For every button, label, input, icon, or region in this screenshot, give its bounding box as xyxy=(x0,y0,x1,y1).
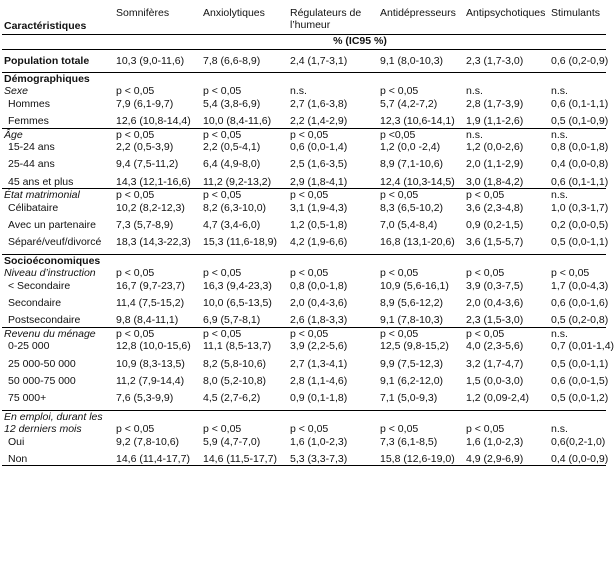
group-label: En emploi, durant les 12 derniers mois xyxy=(2,410,114,435)
p-value: n.s. xyxy=(549,327,606,340)
table-row xyxy=(2,297,606,309)
cell: 1,9 (1,1-2,6) xyxy=(466,115,524,128)
column-header-antipsychotiques: Antipsychotiques xyxy=(464,2,549,34)
group-row-age xyxy=(2,128,606,141)
header-row xyxy=(2,2,606,34)
table-row xyxy=(2,158,606,170)
cell: 6,4 (4,9-8,0) xyxy=(203,158,261,171)
cell: 0,5 (0,0-1,2) xyxy=(551,392,609,405)
cell: 1,2 (0,0-2,6) xyxy=(466,140,524,153)
cell: 9,8 (8,4-11,1) xyxy=(116,314,179,327)
cell: 10,3 (9,0-11,6) xyxy=(116,54,185,67)
cell: 7,9 (6,1-9,7) xyxy=(116,97,174,110)
cell: 10,2 (8,2-12,3) xyxy=(116,201,185,214)
cell: 16,7 (9,7-23,7) xyxy=(116,279,185,292)
cell: 3,0 (1,8-4,2) xyxy=(466,175,524,188)
cell: 4,9 (2,9-6,9) xyxy=(464,453,549,466)
p-value: p < 0,05 xyxy=(464,189,549,202)
row-label: < Secondaire xyxy=(8,279,71,292)
table-row xyxy=(2,219,606,231)
cell: 2,8 (1,7-3,9) xyxy=(466,97,524,110)
table-row xyxy=(2,280,606,292)
cell: 7,3 (5,7-8,9) xyxy=(116,218,174,231)
cell: 4,2 (1,9-6,6) xyxy=(290,236,348,249)
cell: 0,6(0,2-1,0) xyxy=(551,435,606,448)
table-row xyxy=(2,436,606,448)
group-label: Âge xyxy=(2,128,114,141)
table-row xyxy=(2,314,606,327)
table-row xyxy=(2,453,606,466)
cell: 1,2 (0,0 -2,4) xyxy=(380,140,441,153)
cell: 0,9 (0,1-1,8) xyxy=(290,392,348,405)
p-value: p < 0,05 xyxy=(114,189,201,202)
cell: 11,2 (9,2-13,2) xyxy=(203,175,272,188)
cell: 7,6 (5,3-9,9) xyxy=(116,392,174,405)
row-label: Secondaire xyxy=(8,297,62,309)
cell: 1,6 (1,0-2,3) xyxy=(466,435,524,448)
cell: 0,7 (0,01-1,4) xyxy=(551,340,614,353)
cell: 0,9 (0,2-1,5) xyxy=(466,218,524,231)
cell: 5,7 (4,2-7,2) xyxy=(380,97,438,110)
cell: 7,1 (5,0-9,3) xyxy=(380,392,438,405)
p-value: p < 0,05 xyxy=(203,85,242,98)
group-label: Revenu du ménage xyxy=(2,327,114,340)
unit-spacer xyxy=(2,34,114,49)
cell: 8,2 (6,3-10,0) xyxy=(203,201,267,214)
cell: 7,0 (5,4-8,4) xyxy=(380,218,438,231)
row-label: Séparé/veuf/divorcé xyxy=(8,236,102,249)
cell: 12,3 (10,6-14,1) xyxy=(380,115,455,128)
cell: 2,2 (0,5-3,9) xyxy=(116,140,174,153)
cell: 3,2 (1,7-4,7) xyxy=(466,357,524,370)
p-value: p < 0,05 xyxy=(551,267,590,280)
row-label: 0-25 000 xyxy=(8,340,50,353)
p-value: p < 0,05 xyxy=(464,327,549,340)
cell: 11,2 (7,9-14,4) xyxy=(116,375,185,388)
cell: 2,8 (1,1-4,6) xyxy=(290,375,348,388)
p-value: n.s. xyxy=(551,85,568,98)
cell: 9,4 (7,5-11,2) xyxy=(116,158,179,171)
unit-label: % (IC95 %) xyxy=(114,34,606,49)
cell: 0,6 (0,0-1,4) xyxy=(290,140,348,153)
cell: 2,3 (1,5-3,0) xyxy=(466,314,524,327)
cell: 9,1 (7,8-10,3) xyxy=(380,314,444,327)
cell: 3,6 (2,3-4,8) xyxy=(466,201,524,214)
cell: 12,5 (9,8-15,2) xyxy=(380,340,449,353)
cell: 5,3 (3,3-7,3) xyxy=(288,453,378,466)
p-value: n.s. xyxy=(464,128,549,141)
row-label: 50 000-75 000 xyxy=(8,375,76,388)
p-value: p < 0,05 xyxy=(114,410,201,435)
p-value: p < 0,05 xyxy=(378,189,464,202)
row-label: 25-44 ans xyxy=(8,158,55,171)
cell: 0,6 (0,0-1,6) xyxy=(551,297,609,309)
cell: 0,5 (0,0-1,1) xyxy=(551,236,609,249)
row-label: Hommes xyxy=(8,97,51,110)
column-header-regulateurs: Régulateurs de l’humeur xyxy=(288,2,378,34)
column-header-stimulants: Stimulants xyxy=(549,2,606,34)
table-row xyxy=(2,176,606,189)
cell: 0,8 (0,0-1,8) xyxy=(290,279,348,292)
p-value: p < 0,05 xyxy=(114,327,201,340)
p-value: p < 0,05 xyxy=(290,267,329,280)
row-label: 15-24 ans xyxy=(8,140,55,153)
table-row xyxy=(2,375,606,387)
cell: 9,1 (8,0-10,3) xyxy=(380,54,444,67)
cell: 14,3 (12,1-16,6) xyxy=(116,175,191,188)
row-label: Femmes xyxy=(8,115,49,128)
cell: 2,3 (1,7-3,0) xyxy=(466,54,524,67)
p-value: p < 0,05 xyxy=(201,189,288,202)
cell: 2,7 (1,3-4,1) xyxy=(290,357,348,370)
cell: 0,6 (0,1-1,1) xyxy=(551,175,609,188)
cell: 10,9 (5,6-16,1) xyxy=(380,279,449,292)
column-header-anxiolytiques: Anxiolytiques xyxy=(201,2,288,34)
p-value: n.s. xyxy=(549,410,606,435)
group-row-niveau xyxy=(2,267,606,279)
p-value: p < 0,05 xyxy=(116,267,155,280)
cell: 1,2 (0,09-2,4) xyxy=(466,392,530,405)
cell: 2,6 (1,8-3,3) xyxy=(290,314,348,327)
p-value: p < 0,05 xyxy=(288,128,378,141)
row-label: 75 000+ xyxy=(8,392,47,405)
cell: 11,4 (7,5-15,2) xyxy=(116,297,185,309)
group-label: Sexe xyxy=(4,85,28,98)
cell: 1,7 (0,0-4,3) xyxy=(551,279,609,292)
cell: 5,4 (3,8-6,9) xyxy=(203,97,261,110)
row-label: Avec un partenaire xyxy=(8,218,96,231)
cell: 14,6 (11,5-17,7) xyxy=(201,453,288,466)
p-value: p < 0,05 xyxy=(380,267,419,280)
p-value: p < 0,05 xyxy=(466,267,505,280)
cell: 0,5 (0,0-1,1) xyxy=(551,357,609,370)
p-value: p < 0,05 xyxy=(378,327,464,340)
p-value: p <0,05 xyxy=(378,128,464,141)
cell: 8,3 (6,5-10,2) xyxy=(380,201,444,214)
cell: 4,0 (2,3-5,6) xyxy=(466,340,524,353)
cell: 6,9 (5,7-8,1) xyxy=(203,314,261,327)
p-value: p < 0,05 xyxy=(201,128,288,141)
group-row-etat xyxy=(2,189,606,202)
cell: 0,6 (0,0-1,5) xyxy=(551,375,609,388)
p-value: p < 0,05 xyxy=(288,410,378,435)
p-value: n.s. xyxy=(549,128,606,141)
cell: 3,9 (0,3-7,5) xyxy=(466,279,524,292)
section-heading-socioeconomiques: Socioéconomiques xyxy=(2,254,606,267)
group-label: État matrimonial xyxy=(2,189,114,202)
cell: 0,6 (0,2-0,9) xyxy=(551,54,609,67)
cell: 2,0 (0,4-3,6) xyxy=(466,297,524,309)
cell: 4,7 (3,4-6,0) xyxy=(203,218,261,231)
p-value: n.s. xyxy=(549,189,606,202)
cell: 2,7 (1,6-3,8) xyxy=(290,97,348,110)
p-value: p < 0,05 xyxy=(464,410,549,435)
cell: 3,1 (1,9-4,3) xyxy=(290,201,348,214)
total-row xyxy=(2,55,606,67)
cell: 0,6 (0,1-1,1) xyxy=(551,97,609,110)
section-heading-row xyxy=(2,72,606,85)
row-label: Célibataire xyxy=(8,201,59,214)
cell: 3,6 (1,5-5,7) xyxy=(466,236,524,249)
cell: 11,1 (8,5-13,7) xyxy=(203,340,272,353)
p-value: p < 0,05 xyxy=(288,189,378,202)
table-body xyxy=(2,34,614,466)
p-value: p < 0,05 xyxy=(201,410,288,435)
cell: 0,2 (0,0-0,5) xyxy=(551,218,609,231)
unit-row xyxy=(2,34,606,49)
column-header-characteristics: Caractéristiques xyxy=(2,2,114,34)
cell: 10,9 (8,3-13,5) xyxy=(116,357,185,370)
cell: 9,2 (7,8-10,6) xyxy=(116,435,180,448)
table-row xyxy=(2,236,606,248)
row-label: Non xyxy=(2,453,114,466)
cell: 12,8 (10,0-15,6) xyxy=(116,340,191,353)
cell: 5,9 (4,7-7,0) xyxy=(203,435,261,448)
cell: 16,8 (13,1-20,6) xyxy=(380,236,455,249)
table-row xyxy=(2,202,606,214)
group-row-sexe xyxy=(2,85,606,97)
cell: 7,3 (6,1-8,5) xyxy=(380,435,438,448)
table-row xyxy=(2,98,606,110)
p-value: p < 0,05 xyxy=(201,327,288,340)
cell: 1,2 (0,5-1,8) xyxy=(290,218,348,231)
cell: 2,2 (1,4-2,9) xyxy=(290,115,348,128)
table-row xyxy=(2,392,606,404)
cell: 9,9 (7,5-12,3) xyxy=(380,357,444,370)
p-value: p < 0,05 xyxy=(203,267,242,280)
cell: 4,5 (2,7-6,2) xyxy=(203,392,261,405)
row-label: Oui xyxy=(8,435,25,448)
row-label: Postsecondaire xyxy=(8,314,81,327)
cell: 0,4 (0,0-0,8) xyxy=(551,158,609,171)
cell: 2,9 (1,8-4,1) xyxy=(290,175,348,188)
cell: 2,0 (1,1-2,9) xyxy=(466,158,524,171)
cell: 16,3 (9,4-23,3) xyxy=(203,279,272,292)
cell: 0,4 (0,0-0,9) xyxy=(551,453,609,466)
cell: 8,2 (5,8-10,6) xyxy=(203,357,267,370)
group-label: Niveau d’instruction xyxy=(4,267,96,280)
table-row xyxy=(2,115,606,128)
cell: 2,2 (0,5-4,1) xyxy=(203,140,261,153)
cell: 1,6 (1,0-2,3) xyxy=(290,435,348,448)
cell: 1,0 (0,3-1,7) xyxy=(551,201,609,214)
table-page xyxy=(0,2,614,584)
p-value: n.s. xyxy=(290,85,307,98)
table-row xyxy=(2,358,606,370)
cell: 12,6 (10,8-14,4) xyxy=(116,115,191,128)
cell: 0,5 (0,1-0,9) xyxy=(551,115,609,128)
table-row xyxy=(2,141,606,153)
cell: 12,4 (10,3-14,5) xyxy=(380,175,455,188)
cell: 18,3 (14,3-22,3) xyxy=(116,236,191,249)
cell: 10,0 (8,4-11,6) xyxy=(203,115,272,128)
table-row xyxy=(2,340,606,352)
cell: 3,9 (2,2-5,6) xyxy=(290,340,348,353)
group-row-emploi xyxy=(2,410,606,435)
p-value: p < 0,05 xyxy=(380,85,419,98)
column-header-antidepresseurs: Antidépresseurs xyxy=(378,2,464,34)
p-value: p < 0,05 xyxy=(114,128,201,141)
cell: 15,8 (12,6-19,0) xyxy=(378,453,464,466)
cell: 14,6 (11,4-17,7) xyxy=(114,453,201,466)
column-header-somniferes: Somnifères xyxy=(114,2,201,34)
cell: 8,9 (7,1-10,6) xyxy=(380,158,444,171)
section-heading-row xyxy=(2,254,606,267)
row-label: Population totale xyxy=(4,54,90,67)
cell: 10,0 (6,5-13,5) xyxy=(203,297,272,309)
cell: 8,9 (5,6-12,2) xyxy=(380,297,444,309)
section-heading-demographiques: Démographiques xyxy=(2,72,606,85)
row-label: 45 ans et plus xyxy=(8,175,74,188)
row-label: 25 000-50 000 xyxy=(8,357,76,370)
cell: 15,3 (11,6-18,9) xyxy=(203,236,277,249)
cell: 9,1 (6,2-12,0) xyxy=(380,375,444,388)
cell: 1,5 (0,0-3,0) xyxy=(466,375,524,388)
cell: 2,4 (1,7-3,1) xyxy=(290,54,348,67)
cell: 2,5 (1,6-3,5) xyxy=(290,158,348,171)
prevalence-table xyxy=(2,2,614,466)
cell: 0,5 (0,2-0,8) xyxy=(551,314,609,327)
cell: 2,0 (0,4-3,6) xyxy=(290,297,348,309)
p-value: p < 0,05 xyxy=(116,85,155,98)
p-value: n.s. xyxy=(466,85,483,98)
cell: 0,8 (0,0-1,8) xyxy=(551,140,609,153)
p-value: p < 0,05 xyxy=(378,410,464,435)
group-row-revenu xyxy=(2,327,606,340)
cell: 8,0 (5,2-10,8) xyxy=(203,375,267,388)
cell: 7,8 (6,6-8,9) xyxy=(203,54,261,67)
p-value: p < 0,05 xyxy=(288,327,378,340)
